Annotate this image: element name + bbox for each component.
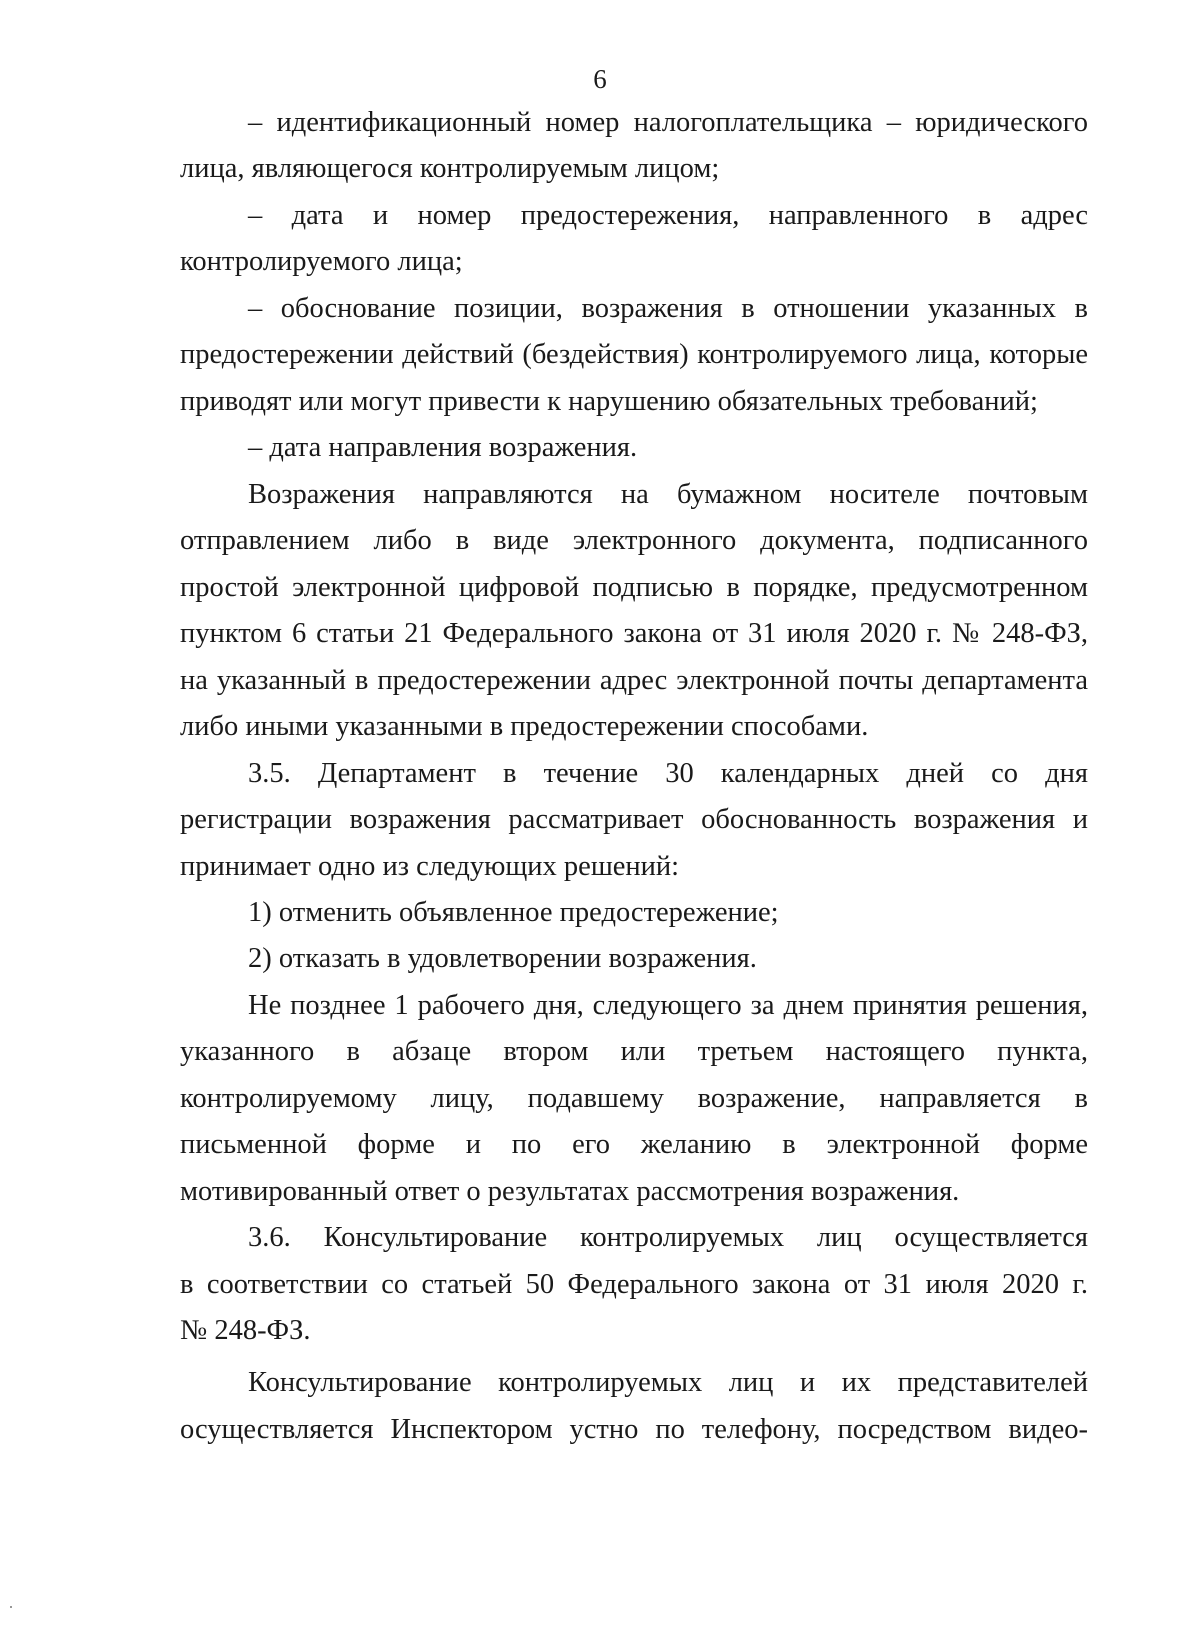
- text-line: осуществляется Инспектором устно по телефону, посредством видео-: [180, 1414, 1088, 1445]
- text-line: 3.5. Департамент в течение 30 календарных дней со дня: [248, 758, 1088, 789]
- text-line: приводят или могут привести к нарушению обязательных требований;: [180, 386, 1038, 417]
- text-line: отправлением либо в виде электронного документа, подписанного: [180, 525, 1088, 556]
- text-line: Возражения направляются на бумажном носителе почтовым: [248, 479, 1088, 510]
- text-line: пунктом 6 статьи 21 Федерального закона от 31 июля 2020 г. № 248-ФЗ,: [180, 618, 1088, 649]
- text-line: – обоснование позиции, возражения в отношении указанных в: [248, 293, 1088, 324]
- text-line: контролируемого лица;: [180, 246, 463, 277]
- text-line: указанного в абзаце втором или третьем настоящего пункта,: [180, 1036, 1088, 1067]
- text-line: – дата и номер предостережения, направленного в адрес: [248, 200, 1088, 231]
- text-line: – идентификационный номер налогоплательщика – юридического: [248, 107, 1088, 138]
- text-line: 2) отказать в удовлетворении возражения.: [248, 943, 757, 974]
- text-line: контролируемому лицу, подавшему возражение, направляется в: [180, 1083, 1088, 1114]
- text-line: – дата направления возражения.: [248, 432, 638, 463]
- text-line: 1) отменить объявленное предостережение;: [248, 897, 779, 928]
- text-line: регистрации возражения рассматривает обоснованность возражения и: [180, 804, 1088, 835]
- text-line: письменной форме и по его желанию в электронной форме: [180, 1129, 1088, 1160]
- text-line: на указанный в предостережении адрес электронной почты департамента: [180, 665, 1088, 696]
- text-line: Консультирование контролируемых лиц и их представителей: [248, 1367, 1088, 1398]
- text-line: лица, являющегося контролируемым лицом;: [180, 153, 720, 184]
- text-line: простой электронной цифровой подписью в порядке, предусмотренном: [180, 572, 1088, 603]
- text-line: 3.6. Консультирование контролируемых лиц осуществляется: [248, 1222, 1088, 1253]
- text-line: либо иными указанными в предостережении способами.: [180, 711, 869, 742]
- text-line: в соответствии со статьей 50 Федерального закона от 31 июля 2020 г.: [180, 1269, 1088, 1300]
- text-line: мотивированный ответ о результатах рассмотрения возражения.: [180, 1176, 960, 1207]
- text-line: принимает одно из следующих решений:: [180, 851, 680, 882]
- scan-speck: [10, 1606, 12, 1608]
- text-line: предостережении действий (бездействия) контролируемого лица, которые: [180, 339, 1088, 370]
- text-line: № 248-ФЗ.: [180, 1315, 311, 1346]
- page-number: 6: [593, 64, 607, 94]
- text-line: Не позднее 1 рабочего дня, следующего за днем принятия решения,: [248, 990, 1088, 1021]
